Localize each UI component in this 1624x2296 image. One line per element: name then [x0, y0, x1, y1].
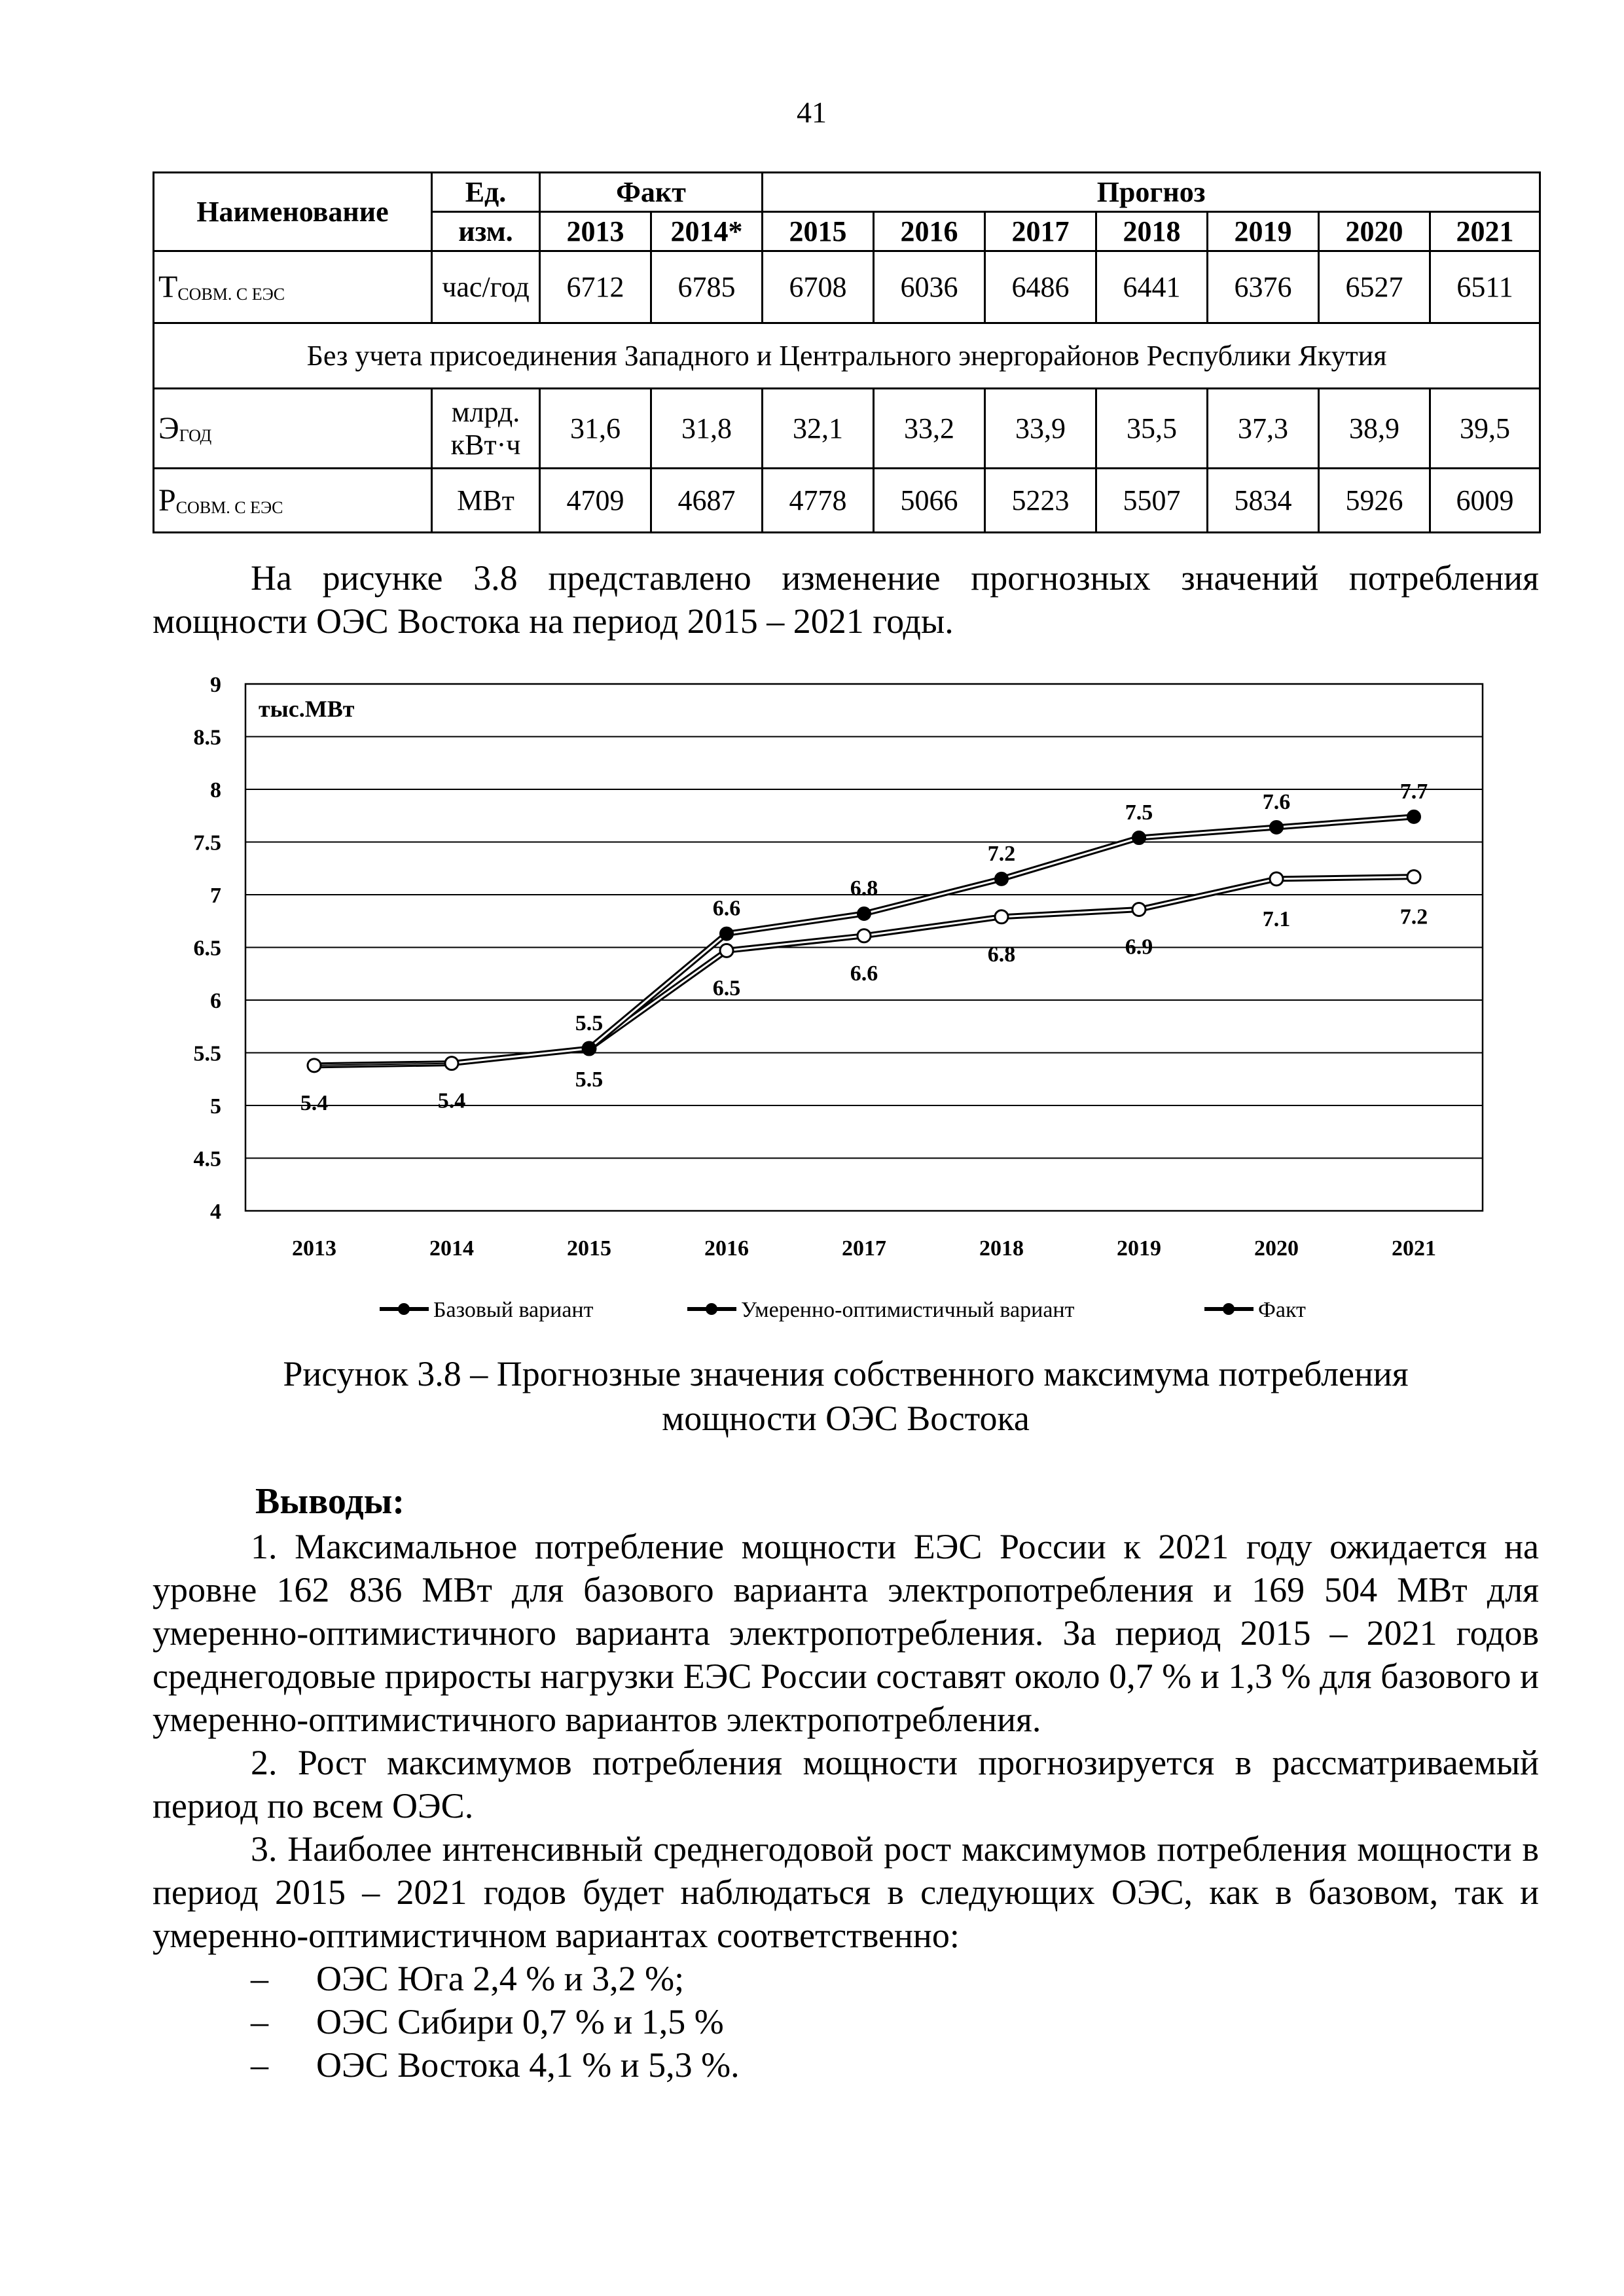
series-base-point — [445, 1057, 458, 1070]
y-tick-label: 7 — [210, 884, 221, 908]
series-optimistic-point — [857, 907, 871, 920]
y-tick-label: 9 — [210, 673, 221, 697]
x-tick-label: 2020 — [1254, 1236, 1299, 1261]
legend-swatch-marker — [706, 1303, 717, 1315]
header-year: 2016 — [874, 212, 985, 251]
series-optimistic-point — [720, 927, 733, 941]
header-year: 2015 — [763, 212, 874, 251]
caption-line-2: мощности ОЭС Востока — [662, 1399, 1030, 1438]
table-cell: 6486 — [985, 251, 1096, 323]
header-year: 2020 — [1319, 212, 1430, 251]
table-cell: 33,9 — [985, 389, 1096, 469]
x-tick-label: 2017 — [842, 1236, 886, 1261]
series-base-data-label: 5.5 — [575, 1067, 604, 1092]
series-optimistic-data-label: 6.6 — [712, 896, 741, 921]
x-tick-label: 2013 — [292, 1236, 336, 1261]
series-optimistic-point — [995, 872, 1008, 886]
series-base-data-label: 5.4 — [300, 1090, 329, 1115]
conclusion-bullet: – ОЭС Сибири 0,7 % и 1,5 % — [251, 2002, 724, 2041]
series-base-point — [308, 1059, 321, 1072]
table-cell: 5066 — [874, 469, 985, 533]
x-tick-label: 2015 — [567, 1236, 611, 1261]
series-base-data-label: 7.2 — [1399, 905, 1428, 929]
table-cell: 6708 — [763, 251, 874, 323]
x-tick-label: 2019 — [1117, 1236, 1161, 1261]
table-cell: 6712 — [540, 251, 651, 323]
table-cell: 5223 — [985, 469, 1096, 533]
series-optimistic-point — [583, 1042, 596, 1055]
legend-label: Базовый вариант — [433, 1298, 594, 1322]
series-optimistic-data-label: 6.8 — [850, 876, 878, 901]
series-base-point — [720, 944, 733, 957]
table-cell: 33,2 — [874, 389, 985, 469]
table-cell: 38,9 — [1319, 389, 1430, 469]
forecast-table — [153, 171, 1541, 533]
legend-swatch-marker — [398, 1303, 410, 1315]
y-tick-label: 5 — [210, 1094, 221, 1119]
table-cell: 39,5 — [1430, 389, 1540, 469]
table-cell: 6785 — [651, 251, 763, 323]
table-cell: 31,6 — [540, 389, 651, 469]
series-optimistic-data-label: 7.7 — [1399, 779, 1428, 804]
table-cell: 5926 — [1319, 469, 1430, 533]
intro-paragraph: На рисунке 3.8 представлено изменение прогнозных значений потребления мощности ОЭС Востока на период 2015 – 2021 годы. — [153, 558, 1539, 641]
header-unit-line1: Ед. — [432, 173, 540, 212]
legend-label: Умеренно-оптимистичный вариант — [741, 1298, 1075, 1322]
table-cell: 37,3 — [1208, 389, 1319, 469]
series-base-point — [1407, 870, 1420, 884]
series-optimistic-point — [1270, 821, 1283, 834]
legend-label: Факт — [1258, 1298, 1306, 1322]
caption-line-1: Рисунок 3.8 – Прогнозные значения собственного максимума потребления — [283, 1354, 1409, 1393]
x-tick-label: 2018 — [979, 1236, 1024, 1261]
conclusions-title: Выводы: — [255, 1481, 405, 1522]
table-cell: 6036 — [874, 251, 985, 323]
y-tick-label: 5.5 — [193, 1041, 221, 1066]
table-cell: 6009 — [1430, 469, 1540, 533]
x-tick-label: 2014 — [429, 1236, 474, 1261]
x-tick-label: 2016 — [704, 1236, 749, 1261]
series-optimistic-data-label: 7.5 — [1125, 800, 1153, 825]
y-tick-label: 4.5 — [193, 1147, 221, 1172]
row-e-unit: млрд. кВт·ч — [432, 389, 540, 469]
row-p-unit: МВт — [432, 469, 540, 533]
header-fact: Факт — [540, 173, 763, 212]
table-cell: 5834 — [1208, 469, 1319, 533]
series-base-data-label: 5.4 — [437, 1088, 466, 1113]
y-tick-label: 6.5 — [193, 936, 221, 961]
conclusion-bullet: – ОЭС Юга 2,4 % и 3,2 %; — [251, 1959, 685, 1998]
series-base-data-label: 6.9 — [1125, 935, 1153, 960]
table-cell: 4709 — [540, 469, 651, 533]
table-cell: 6376 — [1208, 251, 1319, 323]
series-base-data-label: 7.1 — [1262, 906, 1291, 931]
table-cell: 6527 — [1319, 251, 1430, 323]
row-t-name: $Т_{СОВМ. С ЕЭС}$ — [154, 251, 432, 323]
y-tick-label: 8 — [210, 778, 221, 802]
page-number: 41 — [797, 96, 827, 129]
x-tick-label: 2021 — [1392, 1236, 1436, 1261]
row-e-name: $Э_{ГОД}$ — [154, 389, 432, 469]
unit-label: тыс.МВт — [259, 696, 355, 722]
conclusion-item-2: 2. Рост максимумов потребления мощности прогнозируется в рассматриваемый период по всем ОЭС. — [153, 1743, 1539, 1825]
line-chart — [164, 664, 1499, 1338]
header-year: 2017 — [985, 212, 1096, 251]
conclusion-item-1: 1. Максимальное потребление мощности ЕЭС России к 2021 году ожидается на уровне 162 836 МВт для базового варианта электропотребления и 169 504 МВт для умеренно-оптимистичного варианта электропотребления. За период 2015 – 2021 годов среднегодовые приросты нагрузки ЕЭС России составят около 0,7 % и 1,3 % для базового и умеренно-оптимистичного вариантов электропотребления. — [153, 1527, 1539, 1739]
figure-caption — [153, 1352, 1539, 1441]
table-cell: 32,1 — [763, 389, 874, 469]
row-p-name: $Р_{СОВМ. С ЕЭС}$ — [154, 469, 432, 533]
header-year: 2013 — [540, 212, 651, 251]
conclusion-item-3: 3. Наиболее интенсивный среднегодовой рост максимумов потребления мощности в период 2015 – 2021 годов будет наблюдаться в следующих ОЭС, как в базовом, так и умеренно-оптимистичном вариантах соответственно: — [153, 1829, 1539, 1955]
conclusion-bullet: – ОЭС Востока 4,1 % и 5,3 %. — [251, 2045, 740, 2085]
conclusions-list — [153, 1525, 1539, 2087]
header-forecast: Прогноз — [763, 173, 1540, 212]
table-cell: 6511 — [1430, 251, 1540, 323]
table-cell: 6441 — [1096, 251, 1208, 323]
series-base-point — [1270, 872, 1283, 886]
series-optimistic-data-label: 7.6 — [1262, 789, 1291, 814]
header-year: 2018 — [1096, 212, 1208, 251]
y-tick-label: 6 — [210, 989, 221, 1013]
row-t-unit: час/год — [432, 251, 540, 323]
table-cell: 35,5 — [1096, 389, 1208, 469]
table-cell: 31,8 — [651, 389, 763, 469]
table-cell: 4778 — [763, 469, 874, 533]
series-optimistic-data-label: 5.5 — [575, 1011, 604, 1036]
series-base-data-label: 6.5 — [712, 976, 741, 1001]
y-tick-label: 8.5 — [193, 725, 221, 750]
legend-swatch-marker — [1223, 1303, 1235, 1315]
table-cell: 4687 — [651, 469, 763, 533]
series-base-point — [857, 929, 871, 942]
series-base-point — [1132, 903, 1146, 916]
series-optimistic-point — [1407, 810, 1420, 823]
series-base-data-label: 6.6 — [850, 961, 878, 986]
y-tick-label: 4 — [210, 1200, 221, 1224]
header-year: 2014* — [651, 212, 763, 251]
header-year: 2019 — [1208, 212, 1319, 251]
table-cell: 5507 — [1096, 469, 1208, 533]
table-span-note: Без учета присоединения Западного и Центрального энергорайонов Республики Якутия — [154, 323, 1540, 389]
header-name: Наименование — [154, 173, 432, 251]
series-optimistic-data-label: 7.2 — [987, 841, 1016, 866]
series-base-point — [995, 910, 1008, 924]
series-base-data-label: 6.8 — [987, 942, 1016, 967]
series-optimistic-point — [1132, 831, 1146, 844]
header-year: 2021 — [1430, 212, 1540, 251]
header-unit-line2: изм. — [432, 212, 540, 251]
y-tick-label: 7.5 — [193, 831, 221, 855]
